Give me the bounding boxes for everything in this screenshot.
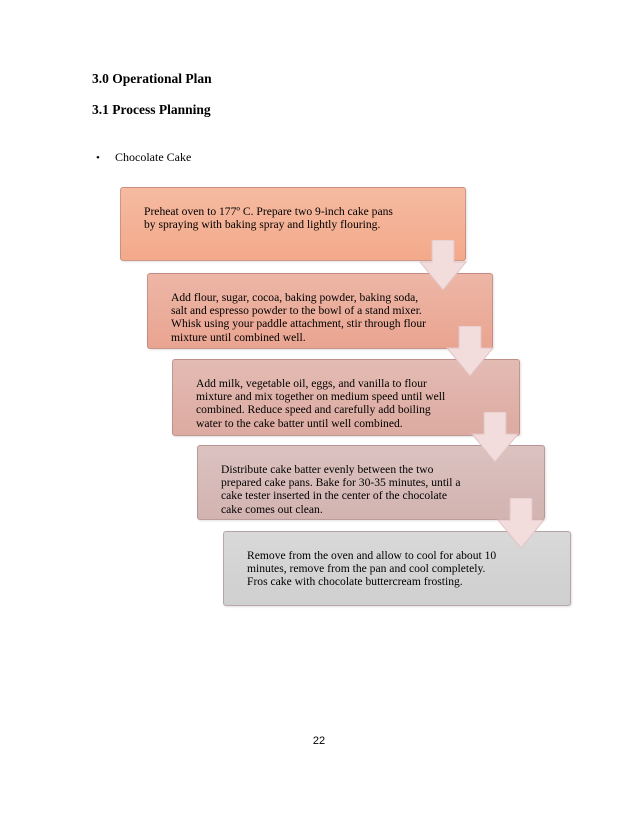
process-step-4-text: Distribute cake batter evenly between the two prepared cake pans. Bake for 30-35 minutes, until a cake tester inserted in the center of the chocolate cake comes out clean.: [221, 463, 461, 516]
page-number: 22: [312, 735, 326, 747]
process-step-5-text: Remove from the oven and allow to cool for about 10 minutes, remove from the pan and cool completely. Fros cake with chocolate buttercream frosting.: [247, 549, 497, 589]
process-step-1: [120, 187, 466, 261]
section-heading: 3.0 Operational Plan: [92, 71, 212, 86]
bullet-icon: •: [96, 151, 100, 164]
process-step-2-text: Add flour, sugar, cocoa, baking powder, baking soda, salt and espresso powder to the bowl of a stand mixer. Whisk using your paddle attachment, stir through flour mixture until combined well.: [171, 291, 427, 344]
bullet-item-chocolate-cake: [96, 150, 191, 165]
subsection-heading: 3.1 Process Planning: [92, 102, 211, 117]
down-arrow-icon: [445, 326, 495, 378]
process-step-1-text: Preheat oven to 177º C. Prepare two 9-inch cake pans by spraying with baking spray and lightly flouring.: [144, 205, 393, 232]
down-arrow-icon: [470, 412, 520, 464]
down-arrow-icon: [496, 498, 546, 550]
down-arrow-icon: [418, 240, 468, 292]
process-step-3-text: Add milk, vegetable oil, eggs, and vanilla to flour mixture and mix together on medium speed until well combined. Reduce speed and carefully add boiling water to the cake batter until well combined.: [196, 377, 446, 430]
bullet-label: Chocolate Cake: [115, 150, 192, 164]
